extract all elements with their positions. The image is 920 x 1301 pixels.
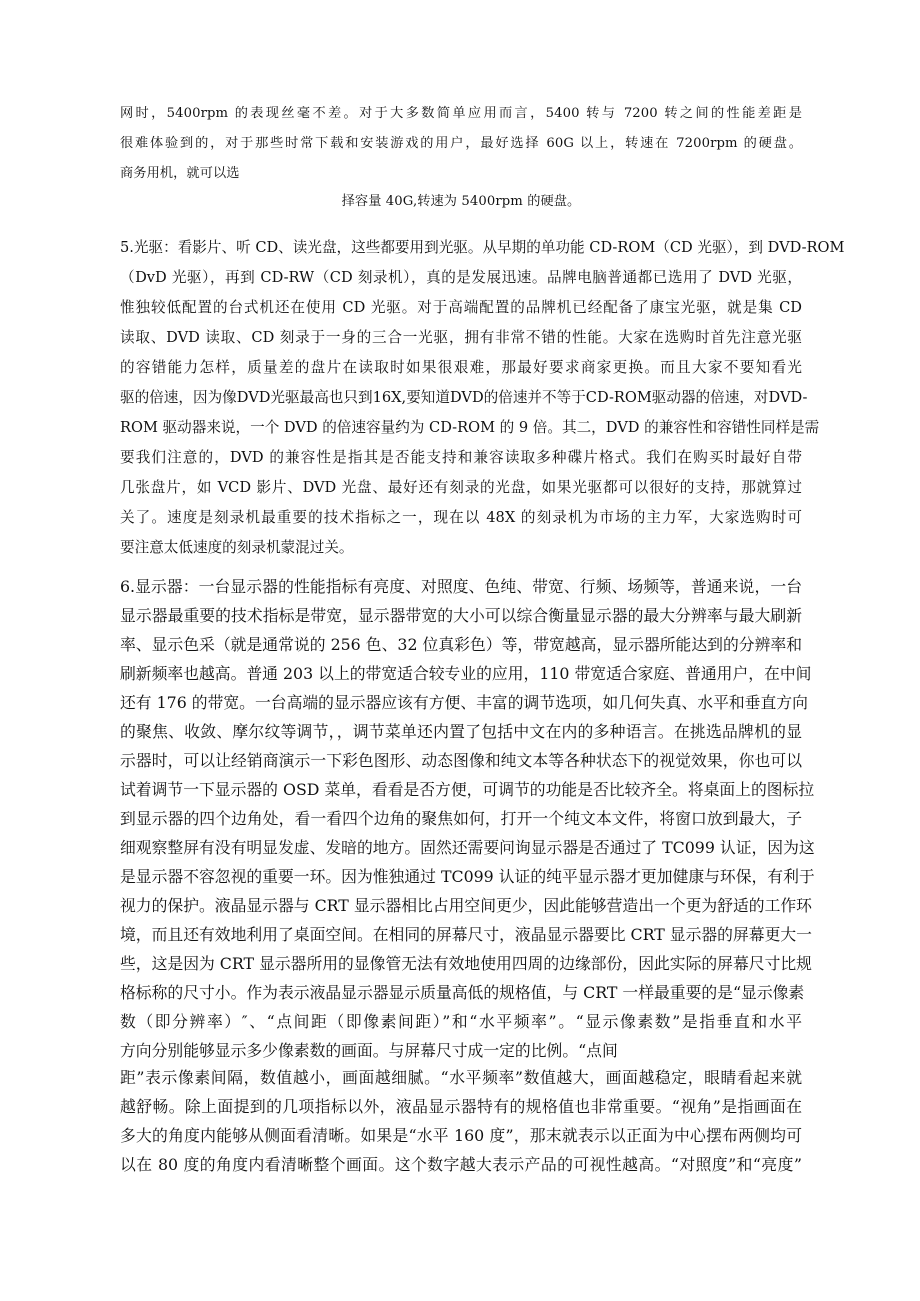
paragraph-line: 要注意太低速度的刻录机蒙混过关。 (120, 539, 354, 556)
paragraph-line: 5.光驱：看影片、听 CD、读光盘，这些都要用到光驱。从早期的单功能 CD-ROM（CD 光驱），到 DVD-ROM (120, 239, 845, 256)
paragraph-line: 显示器最重要的技术指标是带宽，显示器带宽的大小可以综合衡量显示器的最大分辨率与最大刷新 (120, 606, 802, 625)
paragraph-line: 惟独较低配置的台式机还在使用 CD 光驱。对于高端配置的品牌机已经配备了康宝光驱，就是集 CD (120, 299, 802, 316)
paragraph-line: 几张盘片，如 VCD 影片、DVD 光盘、最好还有刻录的光盘，如果光驱都可以很好的支持，那就算过 (120, 479, 802, 496)
paragraph-line: 到显示器的四个边角处，看一看四个边角的聚焦如何，打开一个纯文本文件，将窗口放到最大，子 (120, 809, 802, 828)
paragraph-line: 还有 176 的带宽。一台高端的显示器应该有方便、丰富的调节选项，如几何失真、水平和垂直方向 (120, 693, 808, 712)
paragraph-line: 商务用机，就可以选 (120, 166, 240, 181)
paragraph-line: 关了。速度是刻录机最重要的技术指标之一，现在以 48X 的刻录机为市场的主力军，大家选购时可 (120, 509, 802, 526)
paragraph-line: 6.显示器：一台显示器的性能指标有亮度、对照度、色纯、带宽、行频、场频等，普通来说，一台 (120, 577, 802, 596)
paragraph-line: 境，而且还有效地利用了桌面空间。在相同的屏幕尺寸，液晶显示器要比 CRT 显示器的屏幕更大一 (120, 925, 812, 944)
paragraph-line: 距”表示像素间隔，数值越小，画面越细腻。“水平频率”数值越大，画面越稳定，眼睛看起来就 (120, 1068, 802, 1087)
paragraph-line: 是显示器不容忽视的重要一环。因为惟独通过 TC099 认证的纯平显示器才更加健康与环保，有利于 (120, 867, 815, 886)
paragraph-line: 些，这是因为 CRT 显示器所用的显像管无法有效地使用四周的边缘部份，因此实际的屏幕尺寸比规 (120, 954, 812, 973)
paragraph-line: 要我们注意的，DVD 的兼容性是指其是否能支持和兼容读取多种碟片格式。我们在购买时最好自带 (120, 449, 802, 466)
paragraph-line: 以在 80 度的角度内看清晰整个画面。这个数字越大表示产品的可视性越高。“对照度”和“亮度” (120, 1155, 802, 1174)
paragraph-line: 视力的保护。液晶显示器与 CRT 显示器相比占用空间更少，因此能够营造出一个更为舒适的工作环 (120, 896, 812, 915)
paragraph-line: 的聚焦、收敛、摩尔纹等调节，，调节菜单还内置了包括中文在内的多种语言。在挑选品牌机的显 (120, 722, 802, 741)
paragraph-line: （DvD 光驱），再到 CD-RW（CD 刻录机），真的是发展迅速。品牌电脑普通都已选用了 DVD 光驱， (120, 269, 802, 286)
paragraph-line: 率、显示色采（就是通常说的 256 色、32 位真彩色）等，带宽越高，显示器所能达到的分辨率和 (120, 635, 802, 654)
paragraph-line: 细观察整屏有没有明显发虚、发暗的地方。固然还需要问询显示器是否通过了 TC099 认证，因为这 (120, 838, 815, 857)
paragraph-line: 网时，5400rpm 的表现丝毫不差。对于大多数简单应用而言，5400 转与 7200 转之间的性能差距是 (120, 106, 802, 121)
paragraph-line: 很难体验到的，对于那些时常下载和安装游戏的用户，最好选择 60G 以上，转速在 7200rpm 的硬盘。 (120, 136, 802, 151)
paragraph-line: 驱的倍速，因为像DVD光驱最高也只到16X,要知道DVD的倍速并不等于CD-ROM驱动器的倍速，对DVD- (120, 389, 808, 406)
paragraph-line: 越舒畅。除上面提到的几项指标以外，液晶显示器特有的规格值也非常重要。“视角”是指画面在 (120, 1097, 802, 1116)
paragraph-line: 格标称的尺寸小。作为表示液晶显示器显示质量高低的规格值，与 CRT 一样最重要的是“显示像素 (120, 983, 805, 1002)
paragraph-line: 择容量 40G,转速为 5400rpm 的硬盘。 (341, 194, 581, 209)
paragraph-line: 数（即分辨率）″、“点间距（即像素间距）”和“水平频率”。“显示像素数”是指垂直和水平 (120, 1012, 802, 1031)
paragraph-line: 多大的角度内能够从侧面看清晰。如果是“水平 160 度”，那末就表示以正面为中心摆布两侧均可 (120, 1126, 802, 1145)
paragraph-line: 示器时，可以让经销商演示一下彩色图形、动态图像和纯文本等各种状态下的视觉效果，你也可以 (120, 751, 802, 770)
paragraph-line: 的容错能力怎样，质量差的盘片在读取时如果很艰难，那最好要求商家更换。而且大家不要知看光 (120, 359, 802, 376)
paragraph-line: 试着调节一下显示器的 OSD 菜单，看看是否方便，可调节的功能是否比较齐全。将桌面上的图标拉 (120, 780, 815, 799)
paragraph-line: ROM 驱动器来说，一个 DVD 的倍速容量约为 CD-ROM 的 9 倍。其二，DVD 的兼容性和容错性同样是需 (120, 419, 820, 436)
paragraph-line: 刷新频率也越高。普通 203 以上的带宽适合较专业的应用，110 带宽适合家庭、普通用户，在中间 (120, 664, 812, 683)
paragraph-line: 读取、DVD 读取、CD 刻录于一身的三合一光驱，拥有非常不错的性能。大家在选购时首先注意光驱 (120, 329, 802, 346)
paragraph-line: 方向分别能够显示多少像素数的画面。与屏幕尺寸成一定的比例。“点间 (120, 1041, 618, 1060)
